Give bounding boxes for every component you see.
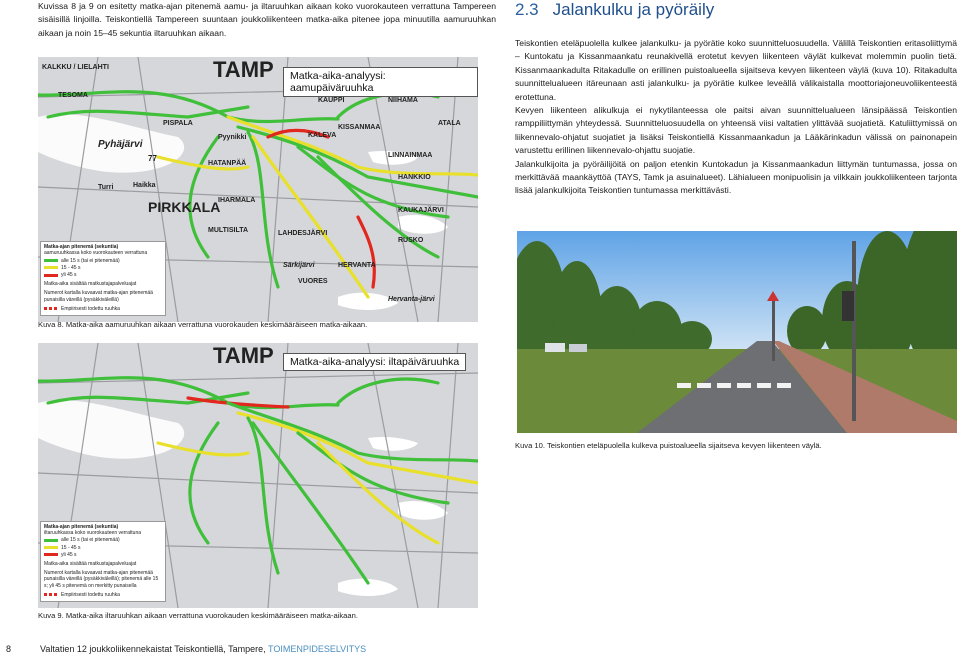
legend-row-dashed [44, 306, 162, 312]
svg-text:KISSANMAA: KISSANMAA [338, 124, 381, 131]
svg-text:LINNAINMAA: LINNAINMAA [388, 152, 433, 159]
svg-text:RUSKO: RUSKO [398, 237, 424, 244]
legend-label: 15 - 45 s [61, 544, 81, 551]
svg-text:MULTISILTA: MULTISILTA [208, 227, 249, 234]
legend-row-red [44, 552, 162, 558]
footer-title: Valtatien 12 joukkoliikennekaistat Teiskontiellä, Tampere, [40, 644, 266, 654]
svg-text:Särkijärvi: Särkijärvi [283, 262, 315, 269]
legend-row-yellow [44, 545, 162, 551]
legend-row-dashed [44, 592, 162, 598]
legend-swatch-red [44, 274, 58, 277]
page-number: 8 [6, 644, 12, 654]
legend-label: Empiirisesti todettu ruuhka [61, 305, 120, 312]
footer-accent: TOIMENPIDESELVITYS [267, 644, 367, 654]
legend-label: Empiirisesti todettu ruuhka [61, 591, 120, 598]
legend-subtitle: aamuruuhkassa koko vuorokauteen verrattuna [44, 250, 148, 257]
section-title: Jalankulku ja pyöräily [552, 0, 715, 19]
legend-label: yli 45 s [61, 551, 77, 558]
legend-swatch-green [44, 259, 58, 262]
legend-row-green [44, 258, 162, 264]
svg-text:PISPALA: PISPALA [163, 120, 193, 127]
legend-subtitle: iltaruuhkassa koko vuorokauteen verrattuna [44, 530, 142, 537]
legend-row-yellow [44, 265, 162, 271]
body-paragraph: Jalankulkijoita ja pyöräilijöitä on paljon etenkin Kuntokadun ja Kissanmaankadun liittymän tuntumassa, jossa on merkittävää maankäyttöä (TAYS, Tamk ja asuinalueet). Lähialueen monipuolisin ja vilkkain joukkoliikenteen tarjonta lisää jalankulkijoita Teiskontien tuntumassa merkittävästi. [515, 158, 957, 196]
body-paragraph: Teiskontien eteläpuolella kulkee jalankulku- ja pyörätie koko suunnitteluosuudella. Välillä Teiskontien eritasoliittymä – Kuntokatu ja Kissanmaankatu reunakivellä erotetut kevyen liikenteen väylät kulkevat molemmin puolin tietä. Kissanmaankadulta Ritakadulle on erillinen puistoalueella sijaitseva kevyen liikenteen väylä (kuva 10). Ritakadulta suunnittelualueen itäreunaan asti jalankulku- ja pyörätie kulkee leveällä välikaistalla moottoriajoneuvoliikenteestä erotettuna. [515, 38, 957, 102]
legend-swatch-dashed [44, 593, 58, 596]
svg-text:HERVANTA: HERVANTA [338, 262, 376, 269]
svg-text:NIIHAMA: NIIHAMA [388, 97, 418, 104]
svg-text:Hervanta-järvi: Hervanta-järvi [388, 296, 435, 303]
svg-text:VUORES: VUORES [298, 278, 328, 285]
legend-stops-title: Matka-aika sisältää matkustajapalveluajat [44, 560, 137, 567]
section-number: 2.3 [515, 0, 539, 19]
body-paragraph: Kevyen liikenteen alikulkuja ei nykytilanteessa ole paitsi aivan suunnittelualueen länsipäässä Teiskontien ramppiliittymän yhteydessä. Suunnitteluosuudella on yhteensä viisi valtatien ylittävää suojatietä. Katuliittymissä on liikennevalo-ohjatut suojatiet ja lisäksi Teiskontiellä Kissanmaankadun ja Lääkärinkadun välissä on painonapein varustettu erillinen liikennevalo-ohjattu suojatie. [515, 105, 957, 156]
legend-swatch-yellow [44, 266, 58, 269]
svg-text:HANKKIO: HANKKIO [398, 174, 431, 181]
legend-title: Matka-ajan pitenemä (sekuntia) [44, 244, 119, 251]
svg-text:KAUKAJÄRVI: KAUKAJÄRVI [398, 207, 444, 214]
legend-note: Numerot kartalla kuvaavat matka-ajan pitenemää punaisilla väreillä (pysäkkiväleillä) [44, 290, 153, 303]
map-morning [38, 57, 478, 322]
svg-text:TESOMA: TESOMA [58, 92, 88, 99]
map2-caption: Kuva 9. Matka-aika iltaruuhkan aikaan verrattuna vuorokauden keskimääräiseen matka-aikaan. [38, 611, 358, 620]
photo-caption: Kuva 10. Teiskontien eteläpuolella kulkeva puistoalueella sijaitseva kevyen liikenteen väylä. [515, 441, 822, 450]
legend-stops-title: Matka-aika sisältää matkustajapalveluajat [44, 281, 137, 288]
svg-text:LAHDESJÄRVI: LAHDESJÄRVI [278, 230, 328, 237]
footer-text [40, 644, 366, 654]
legend-label: alle 15 s (tai ei pitenemää) [61, 537, 120, 544]
photo-graphic [517, 231, 957, 433]
svg-text:IHARMALA: IHARMALA [218, 197, 256, 204]
legend-swatch-red [44, 553, 58, 556]
legend-swatch-yellow [44, 546, 58, 549]
map-title: Matka-aika-analyysi: iltapäiväruuhka [283, 353, 466, 371]
svg-text:KALEVA: KALEVA [308, 132, 337, 139]
svg-text:HATANPÄÄ: HATANPÄÄ [208, 160, 247, 167]
legend-title: Matka-ajan pitenemä (sekuntia) [44, 523, 119, 530]
legend-row-green [44, 537, 162, 543]
map-legend [40, 521, 166, 602]
legend-label: 15 - 45 s [61, 264, 81, 271]
svg-text:ATALA: ATALA [438, 120, 461, 127]
map1-caption: Kuva 8. Matka-aika aamuruuhkan aikaan verrattuna vuorokauden keskimääräiseen matka-aikaan. [38, 320, 368, 329]
svg-text:Pyynikki: Pyynikki [218, 134, 247, 141]
legend-swatch-dashed [44, 307, 58, 310]
intro-paragraph: Kuvissa 8 ja 9 on esitetty matka-ajan pitenemä aamu- ja iltaruuhkan aikaan koko vuorokauteen verrattuna Tampereen sisäisillä linjoilla. Teiskontiellä Tampereen suuntaan joukkoliikenteen matka-aika pitenee jopa minuutilla aamuruuhkan aikaan ja noin 15–45 sekuntia iltaruuhkan aikaan. [38, 1, 496, 38]
legend-label: alle 15 s (tai ei pitenemää) [61, 257, 120, 264]
legend-label: yli 45 s [61, 271, 77, 278]
svg-text:Pyhäjärvi: Pyhäjärvi [98, 139, 143, 150]
svg-text:77: 77 [148, 154, 157, 163]
svg-text:KAUPPI: KAUPPI [318, 97, 345, 104]
legend-swatch-green [44, 539, 58, 542]
section-body [515, 37, 957, 198]
svg-text:PIRKKALA: PIRKKALA [148, 199, 221, 215]
svg-text:Haikka: Haikka [133, 182, 156, 189]
legend-row-red [44, 272, 162, 278]
svg-text:Turri: Turri [98, 184, 114, 191]
map-evening [38, 343, 478, 608]
photo-cycle-path [517, 231, 957, 433]
map-title: Matka-aika-analyysi: aamupäiväruuhka [283, 67, 478, 97]
legend-note: Numerot kartalla kuvaavat matka-ajan pitenemää punaisilla väreillä (pysäkkiväleillä); pitenemä alle 15 s; yli 45 s pitenemä on merkitty punaisella [44, 570, 159, 589]
map-city-label: TAMP [213, 57, 274, 82]
svg-text:KALKKU / LIELAHTI: KALKKU / LIELAHTI [42, 64, 109, 71]
section-heading [515, 0, 714, 20]
map-legend [40, 241, 166, 316]
map-city-label: TAMP [213, 343, 274, 368]
